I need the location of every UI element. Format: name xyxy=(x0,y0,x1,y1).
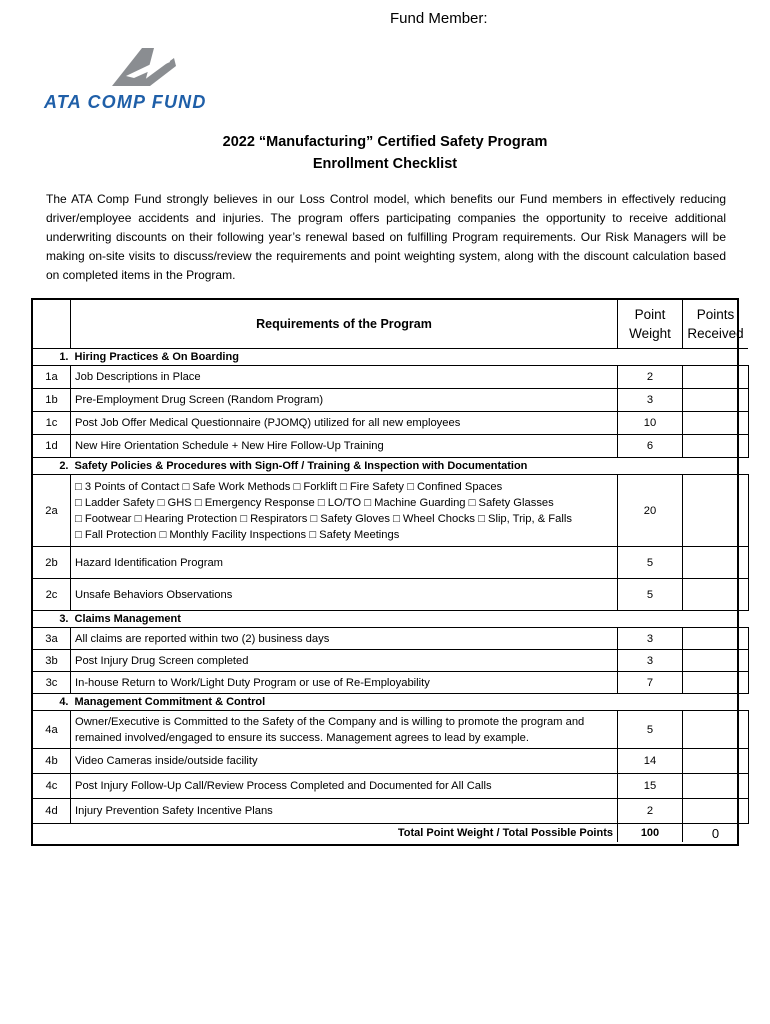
item-point-weight: 5 xyxy=(618,711,683,749)
item-points-received-field[interactable] xyxy=(683,650,749,672)
section-row xyxy=(33,458,748,475)
item-requirement xyxy=(71,628,618,650)
item-requirement xyxy=(71,579,618,611)
item-point-weight: 10 xyxy=(618,412,683,435)
section-title: Safety Policies & Procedures with Sign-Off / Training & Inspection with Documentation xyxy=(74,460,528,472)
item-requirement xyxy=(71,749,618,774)
header-received-line2: Received xyxy=(687,326,744,341)
item-requirement-line: Post Injury Drug Screen completed xyxy=(75,654,249,667)
item-requirement-line: □ Fall Protection □ Monthly Facility Inspections □ Safety Meetings xyxy=(75,528,400,541)
header-point-line2: Weight xyxy=(629,326,671,341)
item-points-received-field[interactable] xyxy=(683,366,749,389)
totals-spacer xyxy=(33,824,71,843)
item-requirement xyxy=(71,435,618,458)
item-point-weight: 14 xyxy=(618,749,683,774)
totals-row xyxy=(33,824,748,843)
item-points-received-field[interactable] xyxy=(683,435,749,458)
header-requirements: Requirements of the Program xyxy=(71,300,618,349)
item-requirement xyxy=(71,475,618,547)
checklist-item-row xyxy=(33,774,748,799)
checklist-item-row xyxy=(33,389,748,412)
item-id: 2a xyxy=(33,475,71,547)
header-id-cell xyxy=(33,300,71,349)
item-id: 1c xyxy=(33,412,71,435)
item-point-weight: 20 xyxy=(618,475,683,547)
item-point-weight: 3 xyxy=(618,389,683,412)
item-requirement-line: remained involved/engaged to ensure its success. Management agrees to lead by example. xyxy=(75,731,529,744)
section-number: 3. xyxy=(59,613,69,625)
item-requirement-line: Video Cameras inside/outside facility xyxy=(75,755,258,767)
item-points-received-field[interactable] xyxy=(683,475,749,547)
item-requirement-line: Post Job Offer Medical Questionnaire (PJOMQ) utilized for all new employees xyxy=(75,417,461,429)
header-point-weight xyxy=(618,300,683,349)
checklist-item-row xyxy=(33,366,748,389)
checklist-item-row xyxy=(33,711,748,749)
item-requirement-line: Unsafe Behaviors Observations xyxy=(75,588,233,601)
item-requirement-line: In-house Return to Work/Light Duty Program or use of Re-Employability xyxy=(75,676,430,689)
checklist-item-row xyxy=(33,579,748,611)
checklist-body xyxy=(33,349,748,824)
section-number: 2. xyxy=(59,460,69,472)
item-id: 4b xyxy=(33,749,71,774)
section-number: 1. xyxy=(59,351,69,363)
item-requirement xyxy=(71,799,618,824)
checklist-table xyxy=(31,298,744,846)
section-title: Claims Management xyxy=(74,613,181,625)
item-point-weight: 15 xyxy=(618,774,683,799)
item-requirement xyxy=(71,547,618,579)
item-requirement xyxy=(71,774,618,799)
item-requirement-line: Post Injury Follow-Up Call/Review Process Completed and Documented for All Calls xyxy=(75,780,492,792)
item-points-received-field[interactable] xyxy=(683,389,749,412)
total-points-received: 0 xyxy=(711,825,720,841)
checklist-item-row xyxy=(33,749,748,774)
section-row xyxy=(33,349,748,366)
totals-label: Total Point Weight / Total Possible Points xyxy=(397,827,613,839)
item-id: 3b xyxy=(33,650,71,672)
checklist-item-row xyxy=(33,799,748,824)
item-requirement-line: All claims are reported within two (2) business days xyxy=(75,632,330,645)
item-id: 4c xyxy=(33,774,71,799)
item-requirement xyxy=(71,412,618,435)
section-row xyxy=(33,611,748,628)
item-point-weight: 3 xyxy=(618,650,683,672)
checklist-item-row xyxy=(33,475,748,547)
item-requirement xyxy=(71,366,618,389)
item-requirement-line: Owner/Executive is Committed to the Safety of the Company and is willing to promote the program and xyxy=(75,715,585,728)
section-title: Hiring Practices & On Boarding xyxy=(74,351,239,363)
item-requirement-line: □ 3 Points of Contact □ Safe Work Methods □ Forklift □ Fire Safety □ Confined Spaces xyxy=(75,480,503,493)
item-id: 1b xyxy=(33,389,71,412)
checklist-item-row xyxy=(33,672,748,694)
item-requirement xyxy=(71,650,618,672)
item-points-received-field[interactable] xyxy=(683,579,749,611)
item-requirement xyxy=(71,711,618,749)
item-id: 1a xyxy=(33,366,71,389)
fund-member-label: Fund Member: xyxy=(390,10,488,27)
item-requirement-line: Injury Prevention Safety Incentive Plans xyxy=(75,805,273,817)
logo-text: ATA COMP FUND xyxy=(44,92,207,112)
item-requirement-line: New Hire Orientation Schedule + New Hire Follow-Up Training xyxy=(75,440,384,452)
item-requirement-line: Pre-Employment Drug Screen (Random Program) xyxy=(75,394,324,406)
item-points-received-field[interactable] xyxy=(683,711,749,749)
item-point-weight: 3 xyxy=(618,628,683,650)
item-requirement xyxy=(71,389,618,412)
section-row xyxy=(33,694,748,711)
item-points-received-field[interactable] xyxy=(683,547,749,579)
item-requirement-line: □ Ladder Safety □ GHS □ Emergency Response □ LO/TO □ Machine Guarding □ Safety Glasses xyxy=(75,496,554,509)
page-subtitle: Enrollment Checklist xyxy=(312,156,458,172)
item-point-weight: 2 xyxy=(618,799,683,824)
item-points-received-field[interactable] xyxy=(683,749,749,774)
page-title: 2022 “Manufacturing” Certified Safety Program xyxy=(222,134,548,150)
item-id: 2c xyxy=(33,579,71,611)
checklist-item-row xyxy=(33,628,748,650)
intro-paragraph: The ATA Comp Fund strongly believes in our Loss Control model, which benefits our Fund members in effectively reducing driver/employee accidents and injuries. The program offers participating companies the opportunity to receive additional underwriting discounts on their following year’s renewal based on fulfilling Program requirements. Our Risk Managers will be making on-site visits to discuss/review the requirements and point weighting system, along with the discount calculation based on completed items in the Program. xyxy=(46,192,726,282)
section-number: 4. xyxy=(59,696,69,708)
item-points-received-field[interactable] xyxy=(683,412,749,435)
total-point-weight: 100 xyxy=(618,824,683,843)
item-points-received-field[interactable] xyxy=(683,672,749,694)
item-point-weight: 2 xyxy=(618,366,683,389)
item-requirement-line: □ Footwear □ Hearing Protection □ Respirators □ Safety Gloves □ Wheel Chocks □ Slip, Trip, & Falls xyxy=(75,512,572,525)
checklist-item-row xyxy=(33,650,748,672)
item-id: 3a xyxy=(33,628,71,650)
checklist-item-row xyxy=(33,412,748,435)
item-requirement xyxy=(71,672,618,694)
item-requirement-line: Job Descriptions in Place xyxy=(75,371,201,383)
item-point-weight: 7 xyxy=(618,672,683,694)
section-title: Management Commitment & Control xyxy=(74,696,266,708)
item-points-received-field[interactable] xyxy=(683,628,749,650)
item-id: 1d xyxy=(33,435,71,458)
item-points-received-field[interactable] xyxy=(683,774,749,799)
item-points-received-field[interactable] xyxy=(683,799,749,824)
checklist-item-row xyxy=(33,547,748,579)
table-header-row xyxy=(33,300,748,349)
item-point-weight: 5 xyxy=(618,547,683,579)
item-point-weight: 6 xyxy=(618,435,683,458)
item-requirement-line: Hazard Identification Program xyxy=(75,556,223,569)
header-received-line1: Points xyxy=(696,307,735,322)
header-point-line1: Point xyxy=(634,307,666,322)
item-id: 4a xyxy=(33,711,71,749)
checklist-item-row xyxy=(33,435,748,458)
header-points-received xyxy=(683,300,749,349)
item-point-weight: 5 xyxy=(618,579,683,611)
item-id: 2b xyxy=(33,547,71,579)
item-id: 4d xyxy=(33,799,71,824)
item-id: 3c xyxy=(33,672,71,694)
